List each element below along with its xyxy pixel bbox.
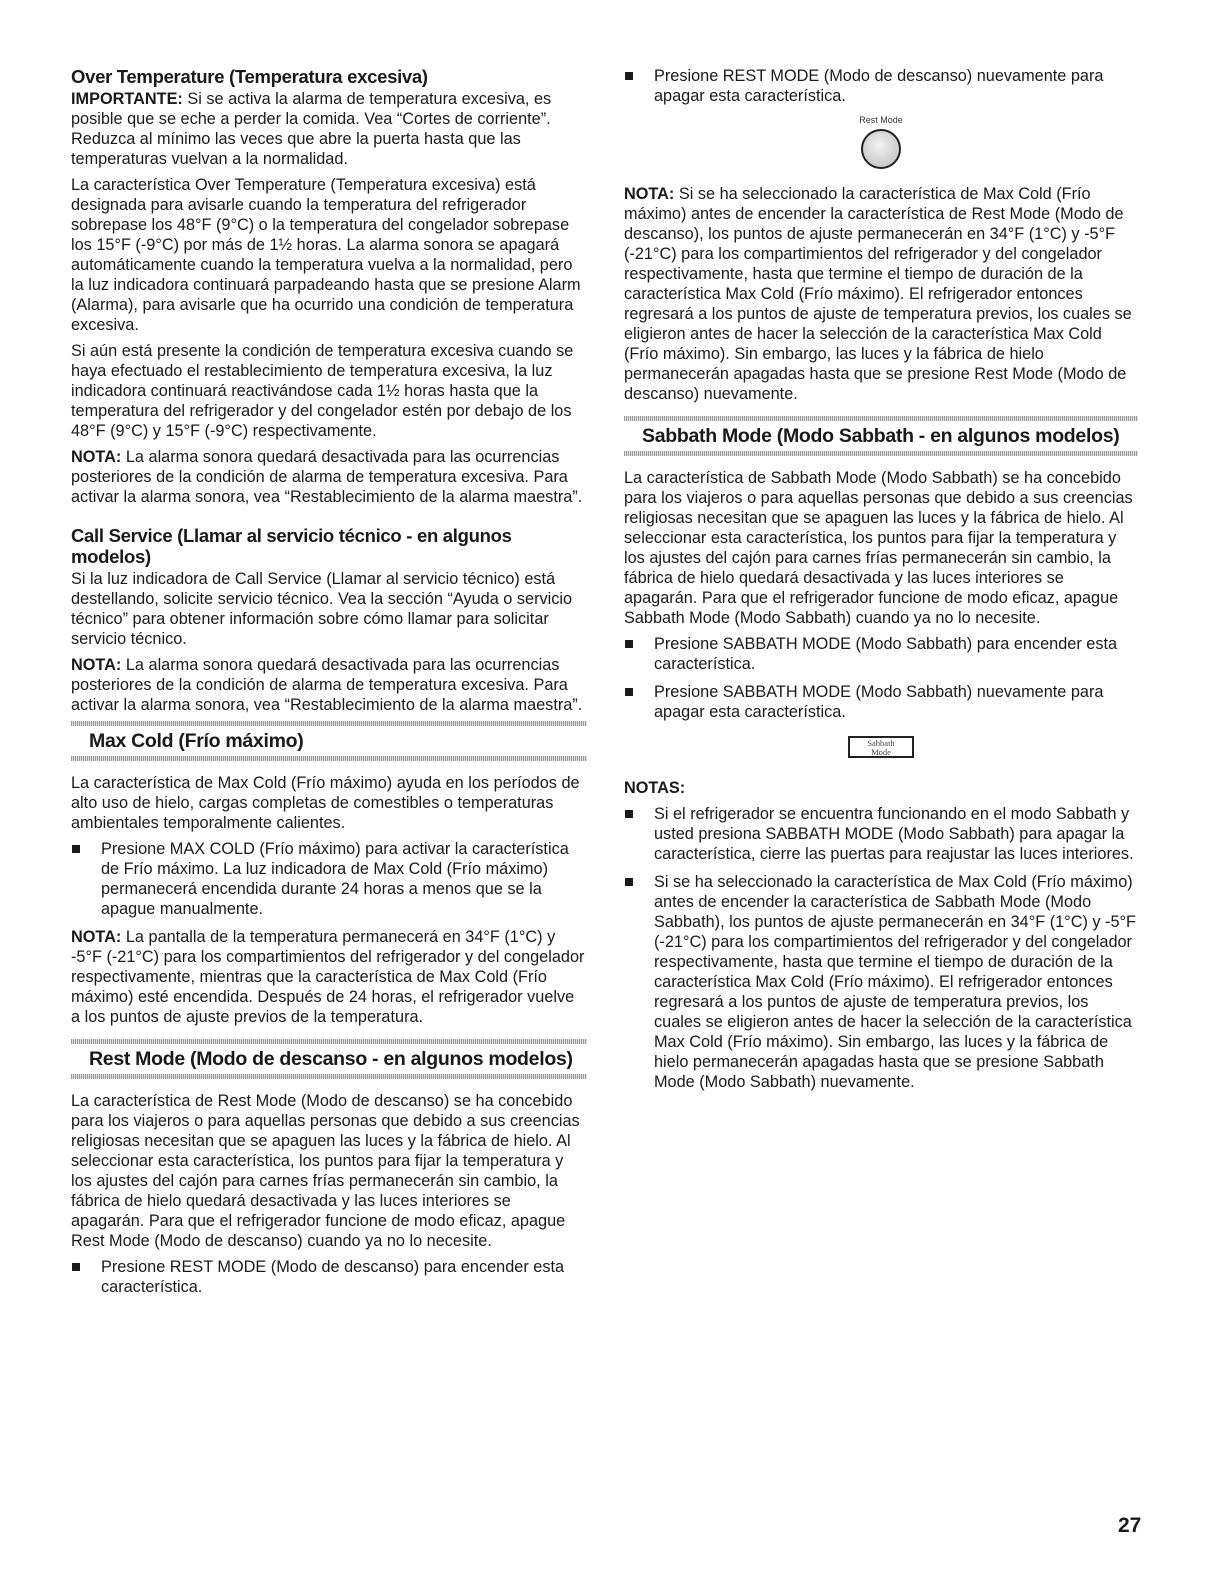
sabbath-button-figure [624, 736, 1138, 760]
max-cold-bullet: Presione MAX COLD (Frío máximo) para activar la característica de Frío máximo. La luz indicadora de Max Cold (Frío máximo) permanecerá encendida durante 24 horas a menos que se la apague manualmente. [71, 839, 587, 919]
note-label: NOTA: [71, 928, 122, 946]
rest-mode-continued [624, 66, 1138, 404]
page-number: 27 [1118, 1514, 1142, 1537]
call-service-note [71, 655, 587, 715]
over-temperature-description: La característica Over Temperature (Temperatura excesiva) está designada para avisarle cuando la temperatura del refrigerador sobrepase los 48°F (9°C) o la temperatura del congelador sobrepase los 15°F (-9°C) por más de 1½ horas. La alarma sonora se apagará automáticamente cuando la temperatura vuelva a la normalidad, pero la luz indicadora continuará parpadeando hasta que se presione Alarm (Alarma), para avisarle que ha ocurrido una condición de temperatura excesiva. [71, 176, 581, 334]
over-temperature-section [71, 66, 587, 507]
rest-mode-bullet-on: Presione REST MODE (Modo de descanso) para encender esta característica. [71, 1257, 587, 1297]
call-service-section [71, 525, 587, 715]
call-service-heading: Call Service (Llamar al servicio técnico - en algunos modelos) [71, 525, 512, 567]
note-text: La alarma sonora quedará desactivada para las ocurrencias posteriores de la condición de alarma de temperatura excesiva. Para activar la alarma sonora, vea “Restablecimiento de la alarma maestra”. [71, 656, 583, 714]
rest-mode-description: La característica de Rest Mode (Modo de descanso) se ha concebido para los viajeros o para aquellas personas que debido a sus creencias religiosas necesitan que se apaguen las luces y la fábrica de hielo. Al seleccionar esta característica, los puntos para fijar la temperatura y los ajustes del cajón para carnes frías permanecerán sin cambio, la fábrica de hielo quedará desactivada y las luces interiores se apagarán. Para que el refrigerador funcione de modo eficaz, apague Rest Mode (Modo de descanso) cuando ya no lo necesite. [71, 1092, 580, 1250]
over-temperature-heading: Over Temperature (Temperatura excesiva) [71, 66, 428, 87]
note-label: NOTA: [624, 185, 675, 203]
note-text: Si se ha seleccionado la característica de Max Cold (Frío máximo) antes de encender la característica de Rest Mode (Modo de descanso), los puntos de ajuste permanecerán en 34°F (1°C) y -5°F (-21°C) para los compartimientos del refrigerador y del congelador respectivamente, hasta que termine el tiempo de duración de la característica Max Cold (Frío máximo). El refrigerador entonces regresará a los puntos de ajuste de temperatura previos, los cuales se eligieron antes de hacer la selección de la característica Max Cold (Frío máximo). Sin embargo, las luces y la fábrica de hielo permanecerán apagadas hasta que se presione Rest Mode (Modo de descanso) nuevamente. [624, 185, 1132, 403]
sabbath-description: La característica de Sabbath Mode (Modo Sabbath) se ha concebido para los viajeros o para aquellas personas que debido a sus creencias religiosas necesitan que se apaguen las luces y la fábrica de hielo. Al seleccionar esta característica, los puntos para fijar la temperatura y los ajustes del cajón para carnes frías permanecerán sin cambio, la fábrica de hielo quedará desactivada y las luces interiores se apagarán. Para que el refrigerador funcione de modo eficaz, apague Sabbath Mode (Modo Sabbath) cuando ya no lo necesite. [624, 469, 1133, 627]
max-cold-section [71, 721, 587, 1027]
max-cold-note [71, 927, 587, 1027]
rest-mode-button-figure [624, 114, 1138, 174]
sabbath-bullet-on: Presione SABBATH MODE (Modo Sabbath) para encender esta característica. [624, 634, 1138, 674]
call-service-description: Si la luz indicadora de Call Service (Llamar al servicio técnico) está destellando, solicite servicio técnico. Vea la sección “Ayuda o servicio técnico” para obtener información sobre cómo llamar para solicitar servicio técnico. [71, 570, 573, 648]
note-label: NOTA: [71, 656, 122, 674]
sabbath-bullet-off: Presione SABBATH MODE (Modo Sabbath) nuevamente para apagar esta característica. [624, 682, 1138, 722]
sabbath-note-2: Si se ha seleccionado la característica de Max Cold (Frío máximo) antes de encender la característica de Sabbath Mode (Modo Sabbath), los puntos de ajuste permanecerán en 34°F (1°C) y -5°F (-21°C) para los compartimientos del refrigerador y del congelador respectivamente, hasta que termine el tiempo de duración de la característica Max Cold (Frío máximo). El refrigerador entonces regresará a los puntos de ajuste de temperatura previos, los cuales se eligieron antes de hacer la selección de la característica Max Cold (Frío máximo). Sin embargo, las luces y la fábrica de hielo permanecerán apagadas hasta que se presione Sabbath Mode (Modo Sabbath) nuevamente. [624, 872, 1138, 1092]
rest-mode-heading: Rest Mode (Modo de descanso - en algunos modelos) [89, 1048, 573, 1070]
rest-mode-button-label: Rest Mode [859, 115, 903, 125]
rest-mode-button-icon [861, 129, 901, 169]
note-label: NOTA: [71, 448, 122, 466]
note-text: La pantalla de la temperatura permanecerá en 34°F (1°C) y -5°F (-21°C) para los compartimientos del refrigerador y del congelador respectivamente, mientras que la característica de Max Cold (Frío máximo) esté encendida. Después de 24 horas, el refrigerador vuelve a los puntos de ajuste previos de la temperatura. [71, 928, 585, 1026]
sabbath-mode-button-icon [848, 736, 914, 758]
notes-heading: NOTAS: [624, 779, 686, 797]
sabbath-mode-section [624, 416, 1138, 1092]
over-temperature-important [71, 89, 587, 169]
max-cold-heading: Max Cold (Frío máximo) [89, 730, 304, 752]
sabbath-note-1: Si el refrigerador se encuentra funcionando en el modo Sabbath y usted presiona SABBATH MODE (Modo Sabbath) para apagar la característica, cierre las puertas para reajustar las luces interiores. [624, 804, 1138, 864]
sabbath-heading-bar [624, 416, 1138, 456]
sabbath-button-line2: Mode [871, 747, 891, 757]
max-cold-description: La característica de Max Cold (Frío máximo) ayuda en los períodos de alto uso de hielo, cargas completas de comestibles o temperaturas ambientales temporalmente calientes. [71, 774, 580, 832]
rest-mode-note [624, 184, 1138, 404]
sabbath-button-line1: Sabbath [867, 738, 895, 748]
note-text: La alarma sonora quedará desactivada para las ocurrencias posteriores de la condición de alarma de temperatura excesiva. Para activar la alarma sonora, vea “Restablecimiento de la alarma maestra”. [71, 448, 583, 506]
rest-mode-bullet-off: Presione REST MODE (Modo de descanso) nuevamente para apagar esta característica. [624, 66, 1138, 106]
max-cold-heading-bar [71, 721, 587, 761]
over-temperature-note [71, 447, 587, 507]
important-text: Si se activa la alarma de temperatura excesiva, es posible que se eche a perder la comida. Vea “Cortes de corriente”. Reduzca al mínimo las veces que abre la puerta hasta que las temperaturas vuelvan a la normalidad. [71, 90, 552, 168]
sabbath-heading: Sabbath Mode (Modo Sabbath - en algunos modelos) [642, 425, 1120, 447]
right-column [624, 66, 1138, 1100]
left-column [71, 66, 587, 1305]
rest-mode-section [71, 1039, 587, 1297]
over-temperature-reset-info: Si aún está presente la condición de temperatura excesiva cuando se haya efectuado el restablecimiento de temperatura excesiva, la luz indicadora continuará reactivándose cada 1½ horas hasta que la temperatura del refrigerador y del congelador estén por debajo de los 48°F (9°C) y 15°F (-9°C) respectivamente. [71, 342, 574, 440]
important-label: IMPORTANTE: [71, 90, 183, 108]
rest-mode-heading-bar [71, 1039, 587, 1079]
